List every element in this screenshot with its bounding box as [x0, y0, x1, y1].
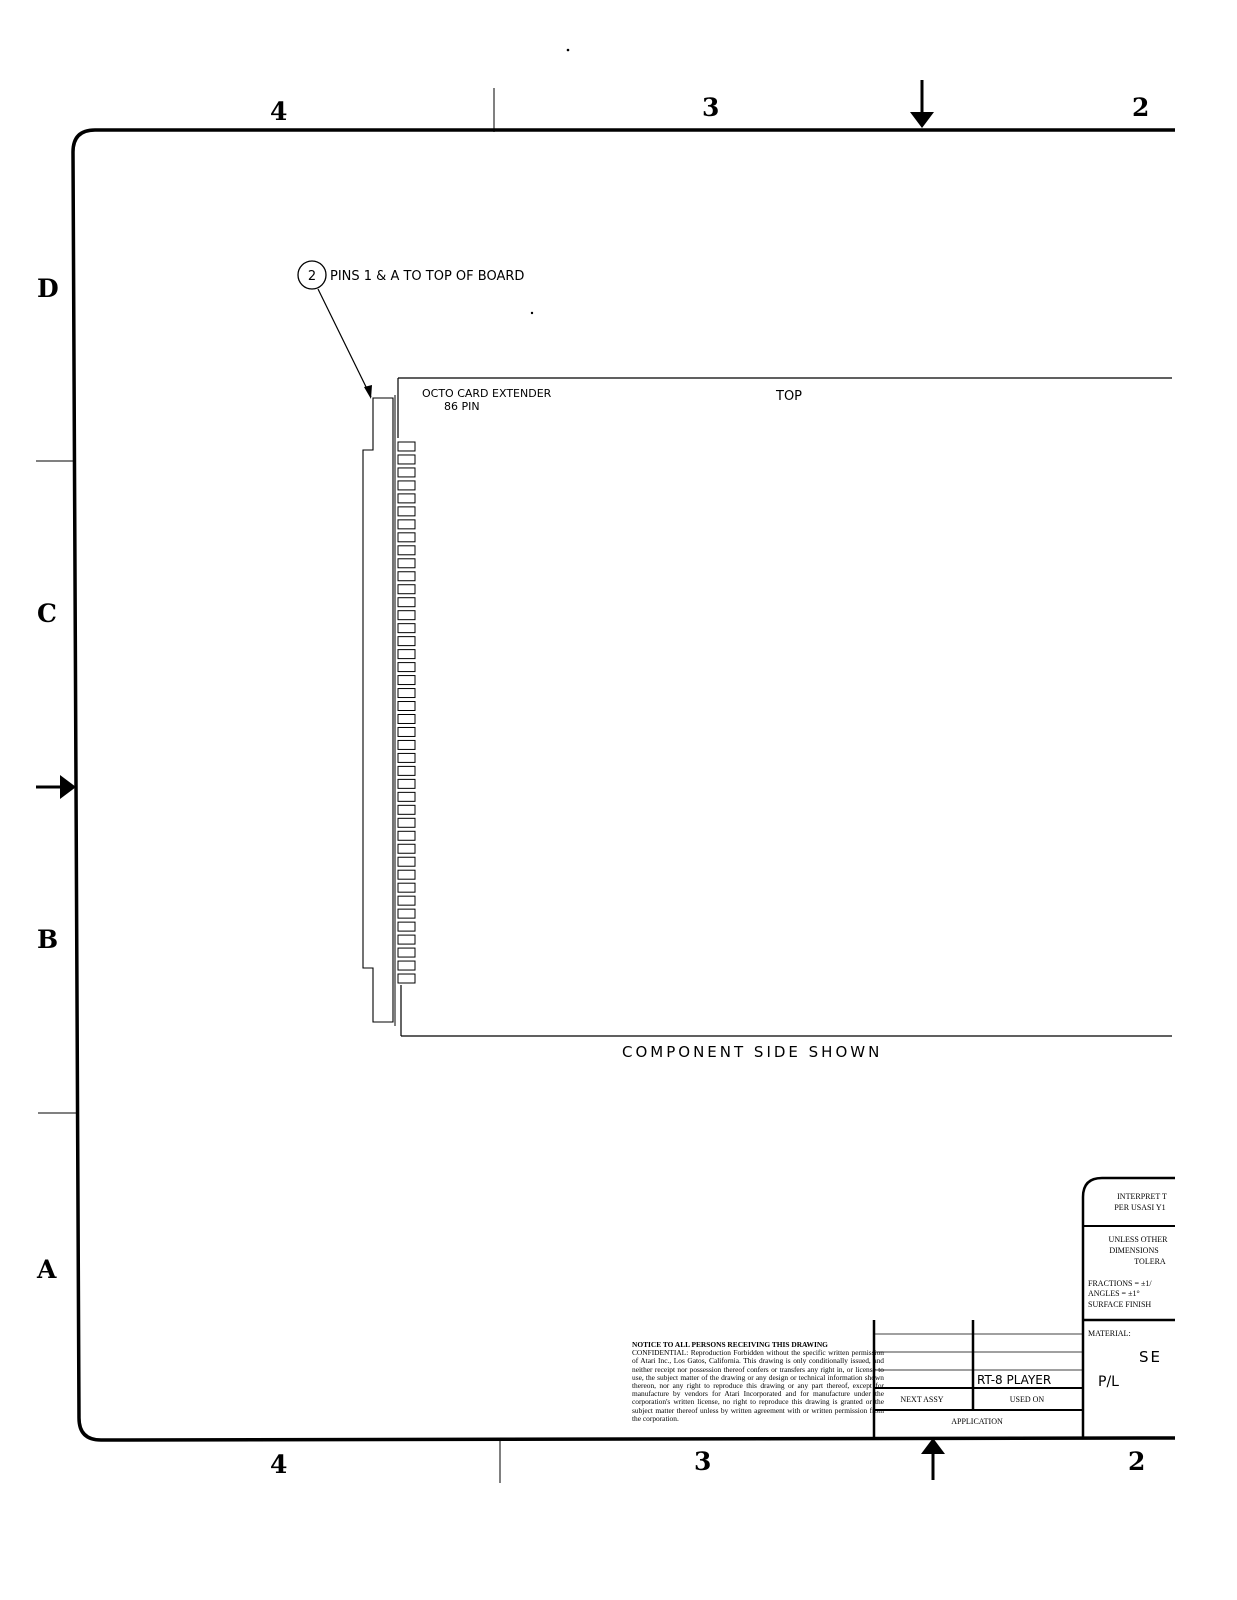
leader-line — [318, 289, 371, 397]
edge-finger — [398, 533, 415, 542]
edge-finger — [398, 637, 415, 646]
edge-finger — [398, 961, 415, 970]
note-number: 2 — [307, 269, 317, 284]
edge-finger — [398, 481, 415, 490]
material-value: SE — [1139, 1348, 1162, 1366]
edge-finger — [398, 909, 415, 918]
zone-column-top-2: 2 — [1132, 93, 1150, 122]
unless-line-1: UNLESS OTHER — [1108, 1235, 1168, 1244]
edge-finger — [398, 507, 415, 516]
edge-finger — [398, 857, 415, 866]
edge-finger — [398, 546, 415, 555]
used-on-label: USED ON — [1009, 1395, 1045, 1404]
fractions-label: FRACTIONS = ±1/ — [1088, 1279, 1152, 1288]
board-subtitle: 86 PIN — [444, 400, 480, 413]
confidential-notice — [632, 1341, 884, 1457]
material-label: MATERIAL: — [1088, 1329, 1131, 1338]
edge-finger — [398, 896, 415, 905]
edge-finger — [398, 598, 415, 607]
edge-finger — [398, 650, 415, 659]
zone-column-bottom-3: 3 — [694, 1447, 712, 1476]
edge-finger — [398, 753, 415, 762]
edge-finger — [398, 818, 415, 827]
unless-line-3: TOLERA — [1134, 1257, 1166, 1266]
edge-finger — [398, 805, 415, 814]
edge-connector-fingers — [398, 442, 415, 983]
card-edge-housing — [363, 398, 393, 1022]
edge-finger — [398, 935, 415, 944]
edge-finger — [398, 663, 415, 672]
scan-speck — [531, 312, 533, 314]
used-on-value: RT-8 PLAYER — [977, 1373, 1052, 1387]
application-label: APPLICATION — [951, 1417, 1003, 1426]
center-arrow-bottom — [921, 1438, 945, 1480]
edge-finger — [398, 520, 415, 529]
drawing-border — [73, 130, 1175, 1440]
edge-finger — [398, 948, 415, 957]
interpret-line-2: PER USASI Y1 — [1114, 1203, 1166, 1212]
zone-column-top-4: 4 — [270, 97, 288, 126]
zone-column-bottom-2: 2 — [1128, 1447, 1146, 1476]
edge-finger — [398, 831, 415, 840]
zone-row-C: C — [37, 599, 57, 628]
edge-finger — [398, 689, 415, 698]
edge-finger — [398, 883, 415, 892]
zone-column-bottom-4: 4 — [270, 1450, 288, 1479]
top-label: TOP — [776, 389, 803, 404]
edge-finger — [398, 727, 415, 736]
edge-finger — [398, 792, 415, 801]
interpret-line-1: INTERPRET T — [1117, 1192, 1167, 1201]
edge-finger — [398, 702, 415, 711]
title-block — [874, 1178, 1175, 1438]
leader-arrowhead — [364, 385, 372, 399]
zone-row-A: A — [37, 1255, 57, 1284]
unless-line-2: DIMENSIONS — [1109, 1246, 1159, 1255]
edge-finger — [398, 676, 415, 685]
edge-finger — [398, 455, 415, 464]
edge-finger — [398, 922, 415, 931]
component-side-label: COMPONENT SIDE SHOWN — [622, 1043, 883, 1061]
notice-body: CONFIDENTIAL: Reproduction Forbidden without the specific written permission of Atari Inc., Los Gatos, California. This drawing is only conditionally issued, and neither receipt nor possession thereof confers or transfers any right in, or license to use, the subject matter of the drawing or any design or technical information shown thereon, nor any right to reproduce this drawing or any part thereof, except for manufacture by vendors for Atari Incorporated and for manufacture under the corporation's written license, no right to reproduce this drawing is granted or the subject matter thereof unless by written agreement with or written permission from the corporation. — [632, 1348, 884, 1423]
edge-finger — [398, 611, 415, 620]
edge-finger — [398, 870, 415, 879]
zone-column-top-3: 3 — [702, 93, 720, 122]
edge-finger — [398, 559, 415, 568]
next-assy-label: NEXT ASSY — [900, 1395, 944, 1404]
zone-row-B: B — [37, 925, 59, 954]
edge-finger — [398, 442, 415, 451]
edge-finger — [398, 779, 415, 788]
angles-label: ANGLES = ±1° — [1088, 1289, 1140, 1298]
edge-finger — [398, 715, 415, 724]
edge-finger — [398, 572, 415, 581]
edge-finger — [398, 585, 415, 594]
notice-title: NOTICE TO ALL PERSONS RECEIVING THIS DRAWING — [632, 1341, 828, 1349]
center-arrow-left — [36, 775, 76, 799]
circuit-board — [398, 378, 1172, 1036]
scan-speck — [567, 49, 570, 52]
note-text: PINS 1 & A TO TOP OF BOARD — [330, 269, 525, 284]
edge-finger — [398, 766, 415, 775]
edge-finger — [398, 494, 415, 503]
edge-finger — [398, 844, 415, 853]
board-title: OCTO CARD EXTENDER — [422, 387, 552, 400]
center-arrow-top — [910, 80, 934, 128]
edge-finger — [398, 468, 415, 477]
surface-finish-label: SURFACE FINISH — [1088, 1300, 1152, 1309]
edge-finger — [398, 740, 415, 749]
edge-finger — [398, 624, 415, 633]
zone-row-D: D — [37, 274, 59, 303]
edge-finger — [398, 974, 415, 983]
pl-label: P/L — [1098, 1374, 1119, 1390]
